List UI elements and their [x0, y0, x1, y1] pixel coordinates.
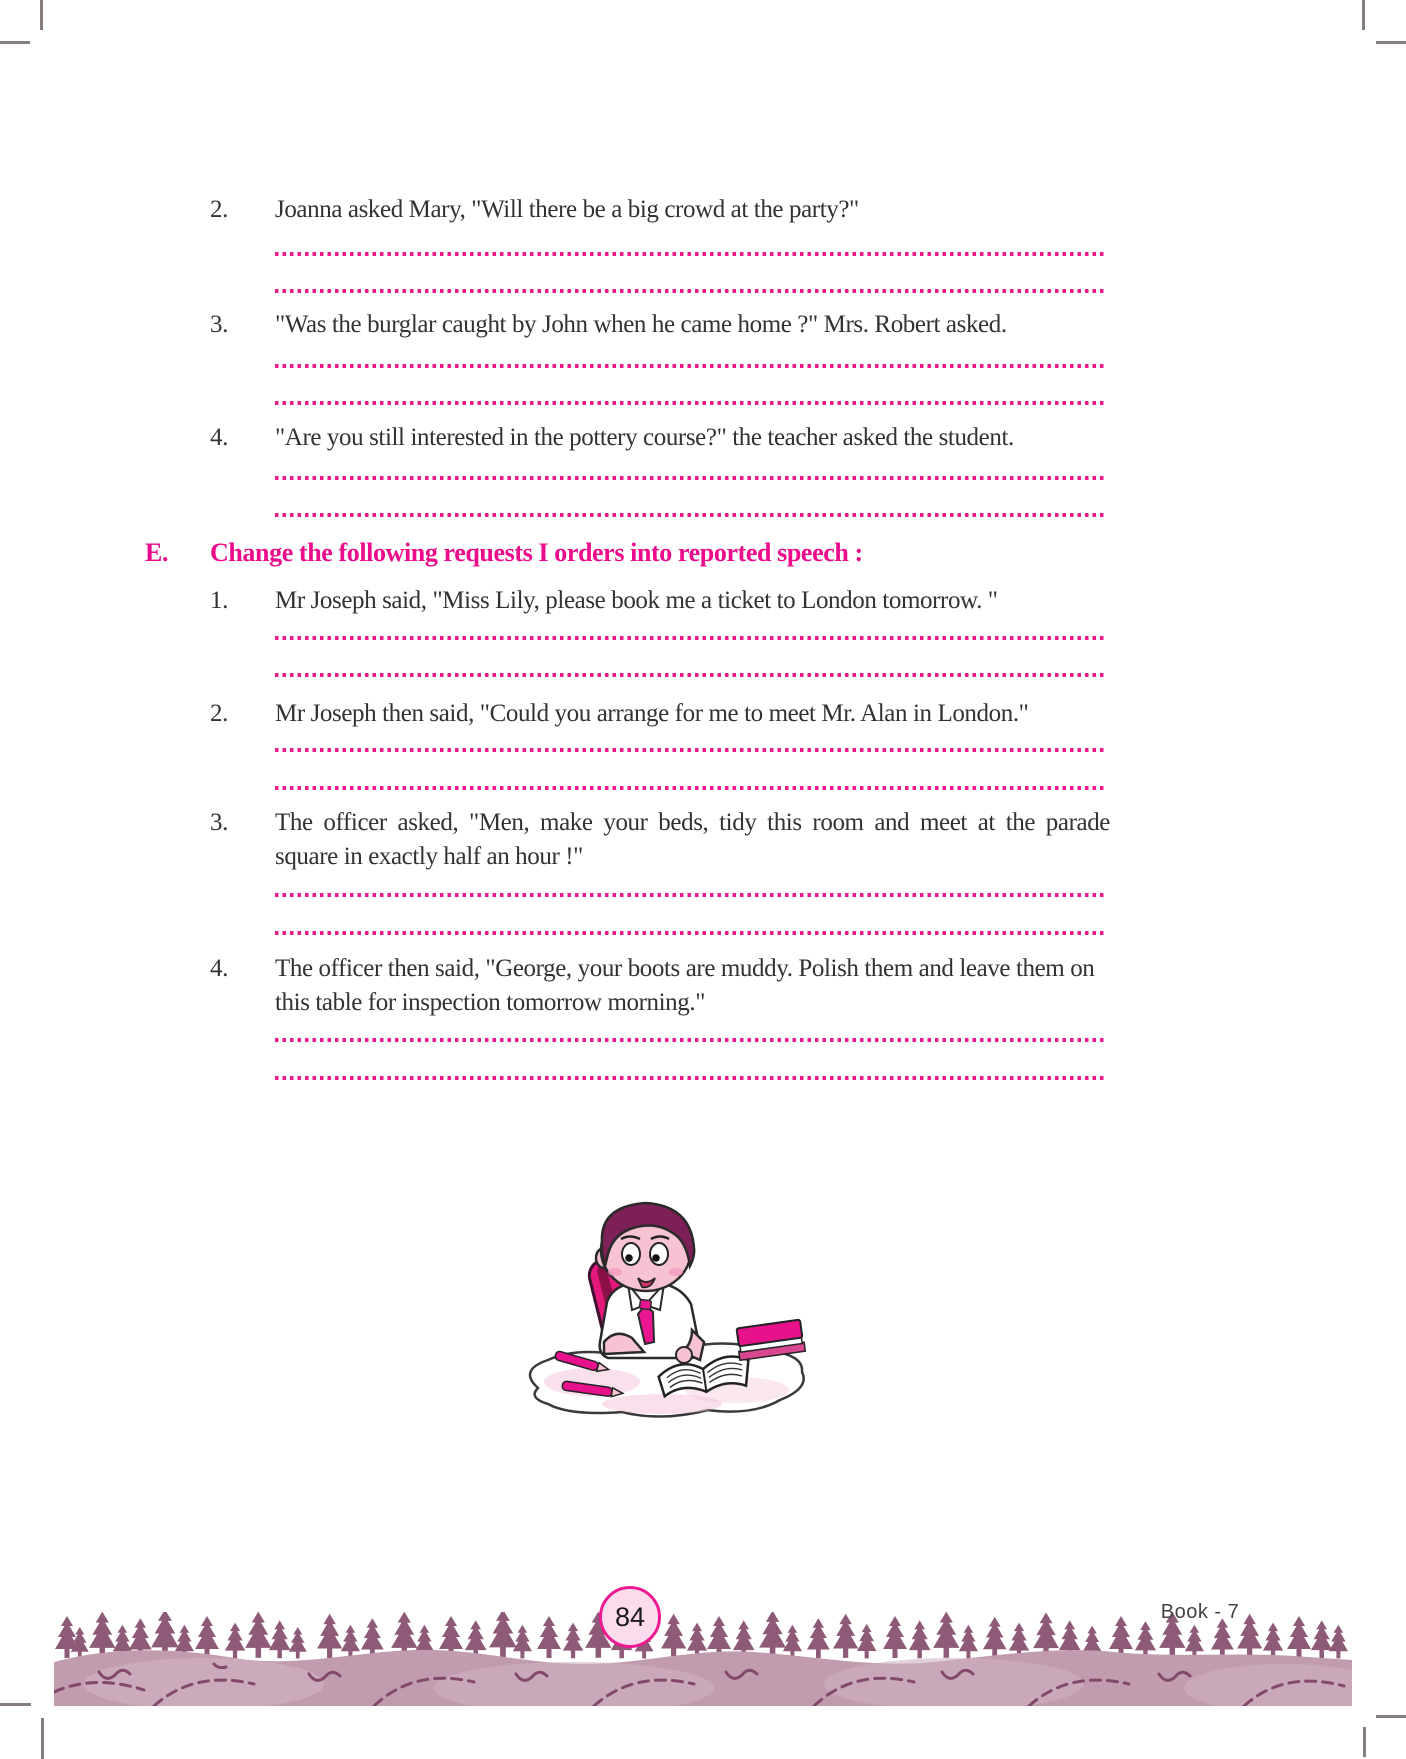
question-number: 4. — [210, 955, 228, 982]
crop-mark-bottom-left-v — [41, 1718, 44, 1759]
answer-line — [275, 252, 1106, 256]
hill-layer — [54, 1650, 1352, 1706]
question-number: 2. — [210, 700, 228, 727]
page-number-badge — [599, 1586, 661, 1648]
answer-line — [275, 1076, 1106, 1080]
question-item — [210, 952, 1110, 1020]
question-number: 3. — [210, 311, 228, 338]
answer-line — [275, 931, 1106, 935]
section-heading — [145, 536, 1110, 570]
answer-line — [275, 636, 1106, 640]
crop-mark-top-left-h — [0, 41, 30, 44]
answer-line — [275, 893, 1106, 897]
crop-mark-bottom-right-v — [1363, 1727, 1366, 1757]
answer-line — [275, 513, 1106, 517]
question-text: "Was the burglar caught by John when he came home ?" Mrs. Robert asked. — [275, 311, 1007, 338]
crop-mark-top-right-h — [1376, 41, 1406, 44]
answer-line — [275, 364, 1106, 368]
question-number: 3. — [210, 809, 228, 836]
answer-line — [275, 748, 1106, 752]
question-item — [210, 308, 1110, 342]
crop-mark-bottom-right-h — [1376, 1715, 1406, 1718]
book-label: Book - 7 — [1160, 1601, 1240, 1623]
question-item — [210, 193, 1110, 227]
question-text: "Are you still interested in the pottery course?" the teacher asked the student. — [275, 424, 1014, 451]
boy-studying-illustration — [512, 1192, 817, 1432]
question-number: 2. — [210, 196, 228, 223]
crop-mark-bottom-left-h — [0, 1703, 31, 1706]
answer-line — [275, 476, 1106, 480]
question-text: Mr Joseph then said, "Could you arrange for me to meet Mr. Alan in London." — [275, 700, 1029, 727]
question-number: 4. — [210, 424, 228, 451]
question-item — [210, 806, 1110, 874]
footer-forest-art — [54, 1612, 1352, 1706]
answer-line — [275, 786, 1106, 790]
answer-line — [275, 673, 1106, 677]
answer-line — [275, 1038, 1106, 1042]
section-letter: E. — [145, 538, 169, 567]
answer-line — [275, 289, 1106, 293]
section-title: Change the following requests I orders into reported speech : — [210, 538, 863, 567]
question-item — [210, 697, 1110, 731]
question-item — [210, 421, 1110, 455]
question-text: Joanna asked Mary, "Will there be a big crowd at the party?" — [275, 196, 859, 223]
answer-line — [275, 401, 1106, 405]
crop-mark-top-left-v — [40, 0, 43, 30]
question-text: The officer asked, "Men, make your beds, tidy this room and meet at the parade square in exactly half an hour !" — [275, 809, 1110, 870]
question-item — [210, 584, 1110, 618]
crop-mark-top-right-v — [1362, 0, 1365, 30]
question-text: The officer then said, "George, your boots are muddy. Polish them and leave them on this table for inspection tomorrow morning." — [275, 955, 1095, 1016]
page-number: 84 — [614, 1601, 646, 1632]
closed-books — [736, 1319, 806, 1360]
question-number: 1. — [210, 587, 228, 614]
question-text: Mr Joseph said, "Miss Lily, please book me a ticket to London tomorrow. " — [275, 587, 998, 614]
